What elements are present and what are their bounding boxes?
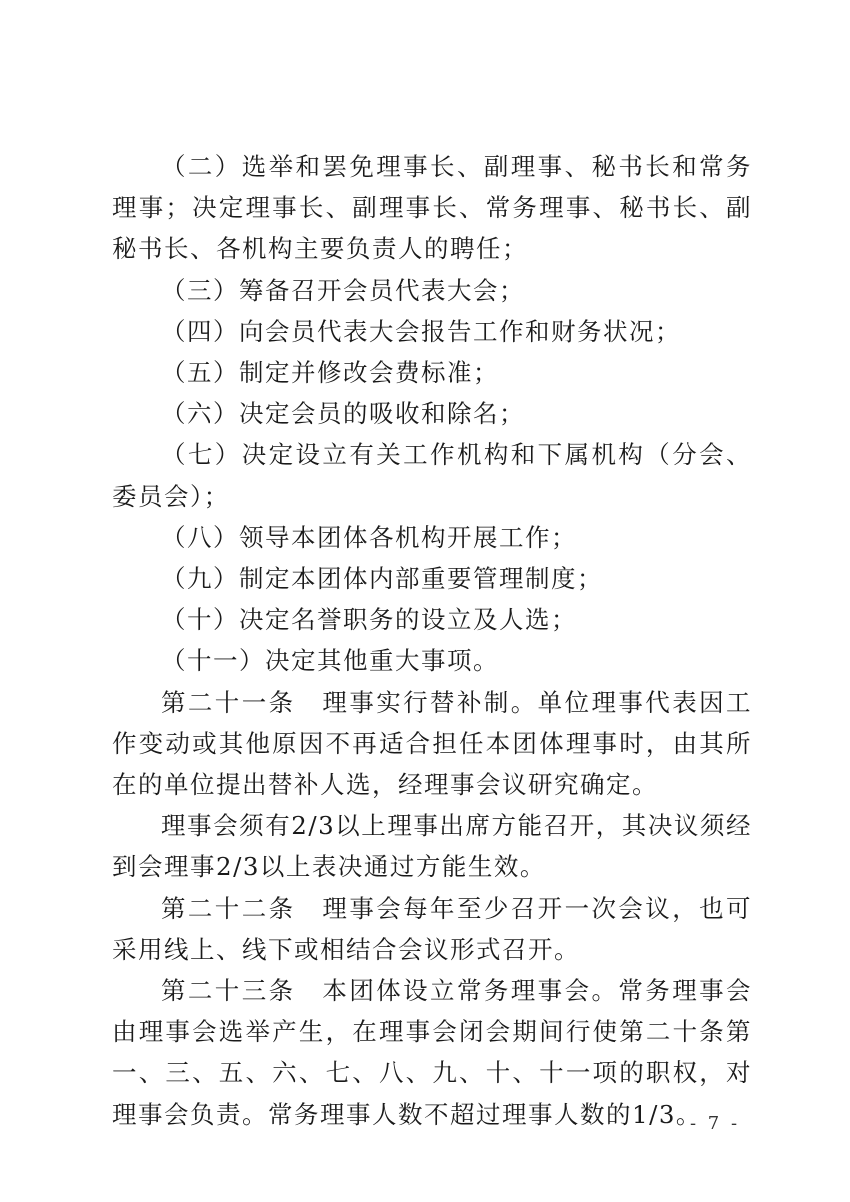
paragraph-item-7: （七）决定设立有关工作机构和下属机构（分会、委员会）；	[112, 440, 752, 511]
paragraph-item-4: （四）向会员代表大会报告工作和财务状况；	[161, 316, 681, 346]
paragraph-item-9: （九）制定本团体内部重要管理制度；	[161, 564, 603, 594]
paragraph-item-6: （六）决定会员的吸收和除名；	[161, 399, 525, 429]
article-21-quorum: 理事会须有2/3以上理事出席方能召开，其决议须经到会理事2/3以上表决通过方能生效。	[112, 811, 752, 882]
paragraph-item-3: （三）筹备召开会员代表大会；	[161, 275, 525, 305]
article-22: 第二十二条 理事会每年至少召开一次会议，也可采用线上、线下或相结合会议形式召开。	[112, 893, 752, 964]
paragraph-item-2: （二）选举和罢免理事长、副理事、秘书长和常务理事；决定理事长、副理事长、常务理事、秘书长、副秘书长、各机构主要负责人的聘任；	[112, 152, 752, 264]
paragraph-item-8: （八）领导本团体各机构开展工作；	[161, 522, 577, 552]
article-23: 第二十三条 本团体设立常务理事会。常务理事会由理事会选举产生，在理事会闭会期间行使第二十条第一、三、五、六、七、八、九、十、十一项的职权，对理事会负责。常务理事人数不超过理事人数的1/3。	[112, 976, 752, 1129]
page-number: - 7 -	[690, 1113, 741, 1134]
document-body	[112, 146, 752, 1135]
paragraph-item-10: （十）决定名誉职务的设立及人选；	[161, 605, 577, 635]
paragraph-item-5: （五）制定并修改会费标准；	[161, 358, 499, 388]
paragraph-item-11: （十一）决定其他重大事项。	[161, 646, 499, 676]
article-21: 第二十一条 理事实行替补制。单位理事代表因工作变动或其他原因不再适合担任本团体理事时，由其所在的单位提出替补人选，经理事会议研究确定。	[112, 687, 752, 800]
